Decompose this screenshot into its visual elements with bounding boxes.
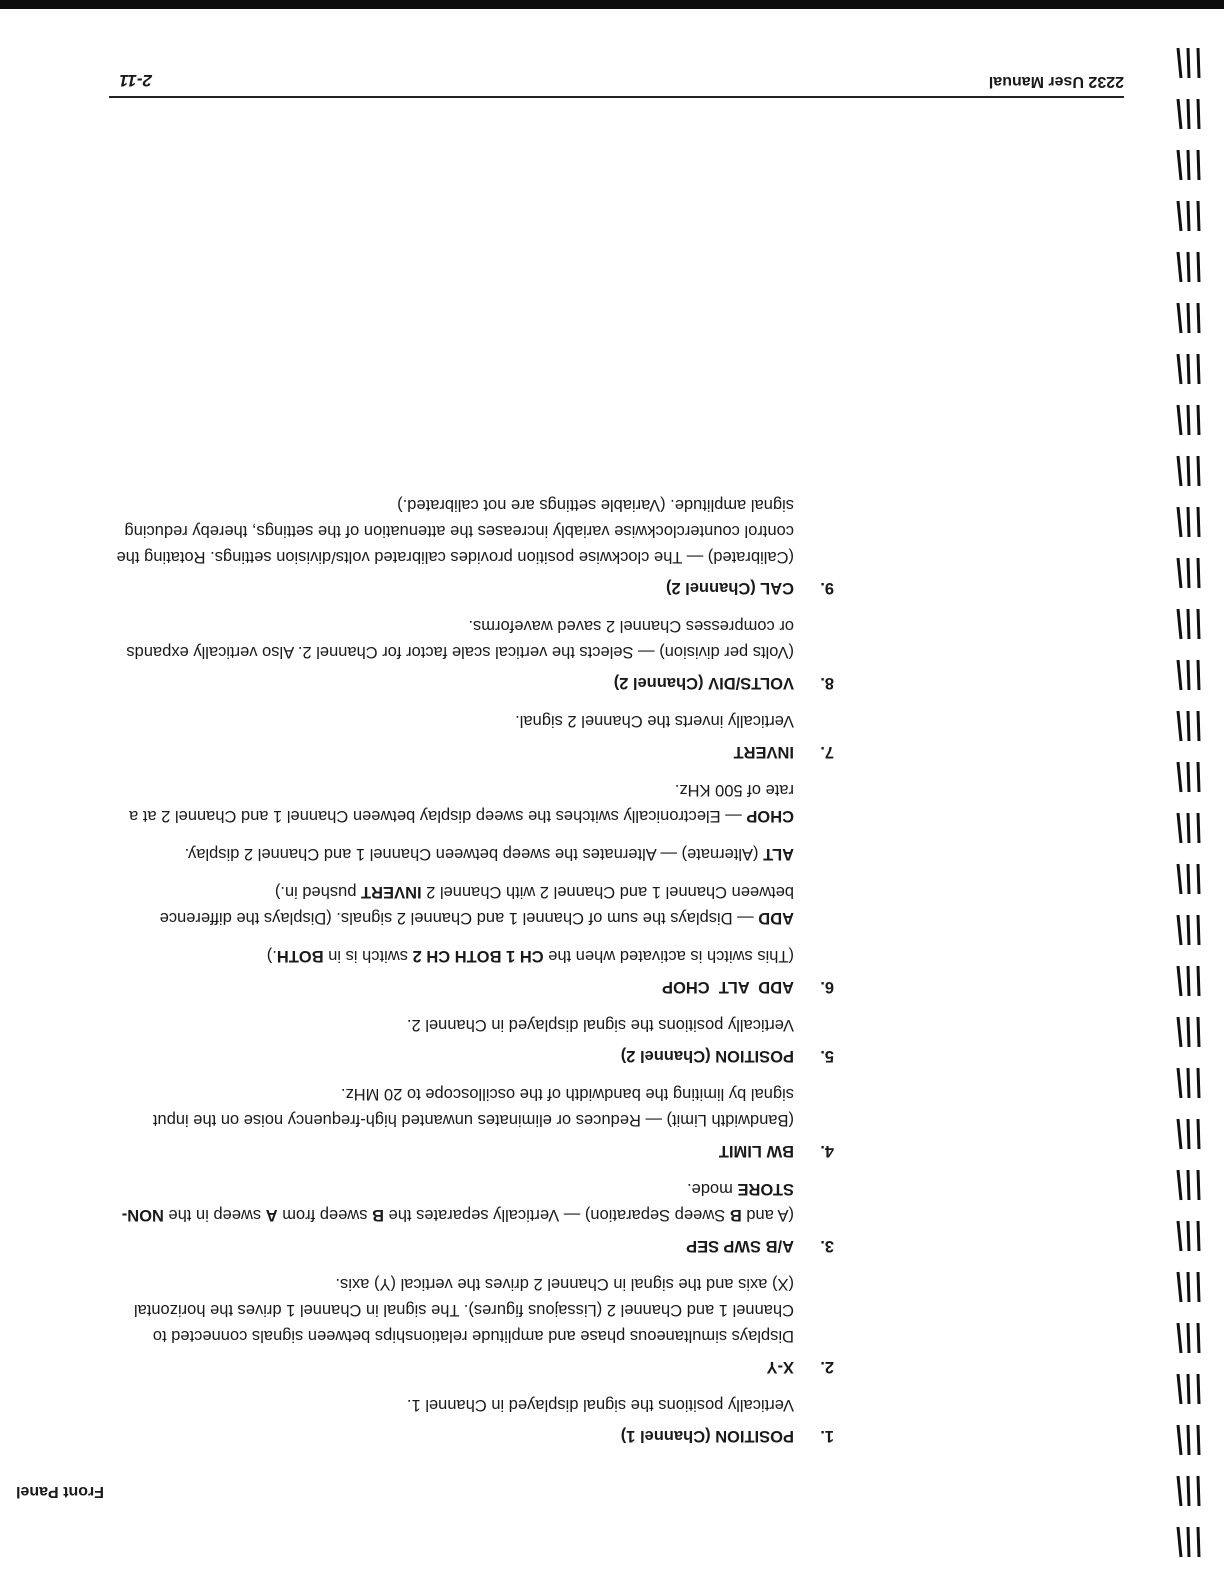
- description-text: switch is in: [323, 947, 413, 965]
- entry-title: INVERT: [733, 743, 794, 761]
- entry-title: X-Y: [766, 1358, 794, 1376]
- entry-heading: [114, 1046, 834, 1065]
- entry-title: POSITION (Channel 1): [620, 1427, 794, 1445]
- entry-heading: [114, 1141, 834, 1160]
- section-title: Front Panel: [15, 1483, 104, 1500]
- entry-item: [114, 613, 834, 692]
- control-name: NON-STORE: [121, 1180, 794, 1224]
- control-name: A: [265, 1206, 278, 1224]
- description-text: (A and: [741, 1206, 794, 1224]
- entry-item: [114, 1012, 834, 1065]
- entry-description: [114, 777, 794, 969]
- description-text: Sweep Separation) — Vertically separates the: [384, 1206, 730, 1224]
- description-text: (Bandwidth Limit) — Reduces or eliminates unwanted high-frequency noise on the input signal by limiting the bandwidth of the oscilloscope to 20 MHz.: [152, 1085, 794, 1129]
- binding-mark: [1178, 1323, 1199, 1353]
- binding-mark: [1178, 1221, 1199, 1251]
- entry-item: [114, 777, 834, 996]
- description-text: sweep in the: [163, 1206, 266, 1224]
- description-text: Vertically inverts the Channel 2 signal.: [515, 712, 794, 730]
- binding-mark: [1178, 99, 1199, 129]
- description-text: .): [266, 947, 277, 965]
- description-text: Vertically positions the signal displayed in Channel 2.: [406, 1016, 794, 1034]
- description-text: (This switch is activated when the: [543, 947, 794, 965]
- entry-item: [114, 492, 834, 597]
- binding-mark: [1178, 1272, 1199, 1302]
- description-paragraph: [114, 1176, 794, 1228]
- description-text: (Calibrated) — The clockwise position provides calibrated volts/division settings. Rotating the control counterclockwise variably increases the attenuation of the settings, thereby reducing signal amplitude. (Variable settings are not calibrated.): [116, 496, 794, 566]
- control-name: CHOP: [746, 807, 794, 825]
- entry-item: [114, 1271, 834, 1376]
- control-name: INVERT: [361, 883, 422, 901]
- binding-mark: [1178, 405, 1199, 435]
- entry-number: 8.: [820, 674, 834, 692]
- binding-mark: [1178, 252, 1199, 282]
- description-paragraph: [114, 777, 794, 829]
- binding-mark: [1178, 864, 1199, 894]
- description-text: sweep from: [277, 1206, 373, 1224]
- entry-number: 2.: [820, 1358, 834, 1376]
- binding-mark: [1178, 201, 1199, 231]
- binding-mark: [1178, 915, 1199, 945]
- binding-mark: [1178, 507, 1199, 537]
- entry-title: BW LIMIT: [718, 1142, 794, 1160]
- description-paragraph: [114, 943, 794, 969]
- binding-mark: [1178, 354, 1199, 384]
- entry-title: ADD ALT CHOP: [662, 978, 794, 996]
- entry-number: 6.: [820, 978, 834, 996]
- binding-mark: [1178, 660, 1199, 690]
- entry-item: [114, 1176, 834, 1255]
- footer-rule: [109, 96, 1124, 98]
- description-paragraph: [114, 708, 794, 734]
- description-text: (Volts per division) — Selects the vertical scale factor for Channel 2. Also vertically expands or compresses Channel 2 saved waveforms.: [126, 617, 794, 661]
- binding-mark: [1178, 1170, 1199, 1200]
- control-name: ALT: [763, 845, 794, 863]
- entry-title: CAL (Channel 2): [665, 579, 794, 597]
- entry-title: POSITION (Channel 2): [620, 1047, 794, 1065]
- entry-description: [114, 1392, 794, 1418]
- control-name: ADD: [758, 909, 794, 927]
- entry-item: [114, 1392, 834, 1445]
- entry-description: [114, 1012, 794, 1038]
- binding-mark: [1178, 1017, 1199, 1047]
- binding-mark: [1178, 1527, 1199, 1557]
- binding-mark: [1178, 609, 1199, 639]
- binding-mark: [1178, 558, 1199, 588]
- entry-description: [114, 1081, 794, 1133]
- entry-number: 1.: [820, 1427, 834, 1445]
- binding-mark: [1178, 711, 1199, 741]
- description-paragraph: [114, 492, 794, 570]
- description-text: Vertically positions the signal displayed in Channel 1.: [406, 1396, 794, 1414]
- binding-mark: [1178, 303, 1199, 333]
- binding-mark: [1178, 150, 1199, 180]
- entry-description: [114, 708, 794, 734]
- binding-mark: [1178, 456, 1199, 486]
- entry-heading: [114, 1357, 834, 1376]
- description-paragraph: [114, 879, 794, 931]
- binding-mark: [1178, 762, 1199, 792]
- entry-heading: [114, 977, 834, 996]
- control-name: B: [372, 1206, 384, 1224]
- binding-mark: [1178, 1425, 1199, 1455]
- control-name: B: [729, 1206, 742, 1224]
- entry-number: 7.: [820, 743, 834, 761]
- entry-number: 5.: [820, 1047, 834, 1065]
- entry-number: 9.: [820, 579, 834, 597]
- description-paragraph: [114, 841, 794, 867]
- entry-description: [114, 613, 794, 665]
- binding-mark: [1178, 1119, 1199, 1149]
- entry-item: [114, 708, 834, 761]
- page-number: 2-11: [119, 71, 152, 90]
- entry-title: A/B SWP SEP: [686, 1237, 794, 1255]
- binding-mark: [1178, 966, 1199, 996]
- description-text: (Alternate) — Alternates the sweep between Channel 1 and Channel 2 display.: [184, 845, 764, 863]
- entry-heading: [114, 1236, 834, 1255]
- control-name: BOTH: [276, 947, 324, 965]
- description-paragraph: [114, 1012, 794, 1038]
- entry-item: [114, 1081, 834, 1160]
- spiral-binding: [1164, 40, 1224, 1580]
- entry-description: [114, 1176, 794, 1228]
- entry-heading: [114, 578, 834, 597]
- binding-mark: [1178, 813, 1199, 843]
- control-name: CH 1 BOTH CH 2: [412, 947, 544, 965]
- entry-list: [114, 476, 834, 1445]
- description-text: mode.: [687, 1180, 738, 1198]
- description-paragraph: [114, 613, 794, 665]
- description-text: — Displays the sum of Channel 1 and Channel 2 signals. (Displays the difference between Channel 1 and Channel 2 with Channel 2: [159, 883, 794, 927]
- entry-number: 4.: [820, 1142, 834, 1160]
- binding-mark: [1178, 1068, 1199, 1098]
- entry-heading: [114, 1426, 834, 1445]
- description-text: — Electronically switches the sweep display between Channel 1 and Channel 2 at a rate of 500 KHz.: [129, 781, 794, 825]
- binding-mark: [1178, 1374, 1199, 1404]
- manual-name: 2232 User Manual: [988, 73, 1124, 90]
- binding-mark: [1178, 48, 1199, 78]
- entry-title: VOLTS/DIV (Channel 2): [613, 674, 794, 692]
- entry-heading: [114, 673, 834, 692]
- entry-description: [114, 1271, 794, 1349]
- entry-number: 3.: [820, 1237, 834, 1255]
- description-paragraph: [114, 1081, 794, 1133]
- description-text: Displays simultaneous phase and amplitude relationships between signals connected to Channel 1 and Channel 2 (Lissajous figures). The signal in Channel 1 drives the horizontal (X) axis and the signal in Channel 2 drives the vertical (Y) axis.: [133, 1275, 794, 1345]
- entry-description: [114, 492, 794, 570]
- description-paragraph: [114, 1271, 794, 1349]
- description-text: pushed in.): [274, 883, 362, 901]
- entry-heading: [114, 742, 834, 761]
- description-paragraph: [114, 1392, 794, 1418]
- binding-mark: [1178, 1476, 1199, 1506]
